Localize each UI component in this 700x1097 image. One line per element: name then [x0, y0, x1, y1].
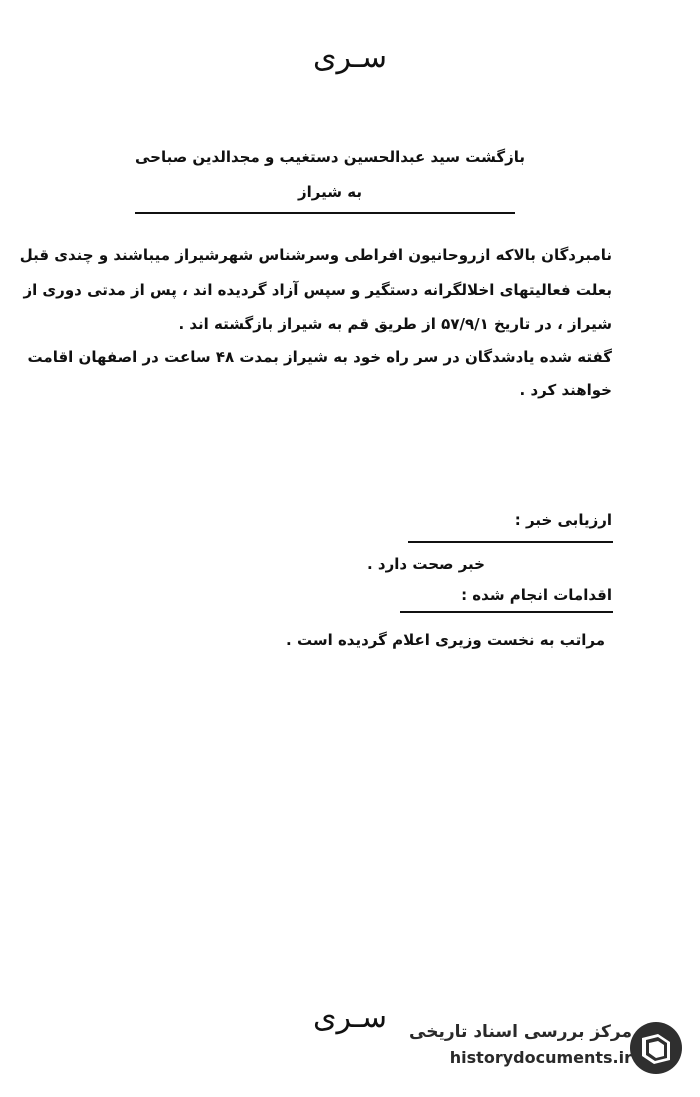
body-line: شیراز ، در تاریخ ۵۷/۹/۱ از طریق قم به شیراز بازگشته اند .	[178, 315, 612, 333]
title-underline	[135, 212, 515, 214]
body-line: بعلت فعالیتهای اخلالگرانه دستگیر و سپس آزاد گردیده اند ، پس از مدتی دوری از	[23, 281, 612, 299]
actions-heading: اقدامات انجام شده :	[461, 586, 612, 604]
evaluation-text: خبر صحت دارد .	[367, 555, 485, 573]
evaluation-heading: ارزیابی خبر :	[514, 511, 612, 529]
body-line: نامبردگان بالاکه ازروحانیون افراطی وسرشناس شهرشیراز میباشند و چندی قبل	[19, 246, 612, 264]
actions-underline	[400, 611, 613, 613]
archive-logo-icon	[628, 1020, 684, 1076]
classification-bottom: سـری	[313, 1000, 387, 1035]
actions-text: مراتب به نخست وزیری اعلام گردیده است .	[286, 631, 605, 649]
body-line: گفته شده یادشدگان در سر راه خود به شیراز بمدت ۴۸ ساعت در اصفهان اقامت	[27, 348, 612, 366]
body-line: خواهند کرد .	[519, 381, 612, 399]
watermark-org-name: مرکز بررسی اسناد تاریخی	[409, 1022, 632, 1042]
classification-top: سـری	[313, 40, 387, 75]
evaluation-underline	[408, 541, 613, 543]
document-subtitle: به شیراز	[298, 183, 362, 201]
document-title: بازگشت سید عبدالحسین دستغیب و مجدالدین صباحی	[134, 148, 526, 166]
watermark-url: historydocuments.ir	[449, 1048, 632, 1067]
